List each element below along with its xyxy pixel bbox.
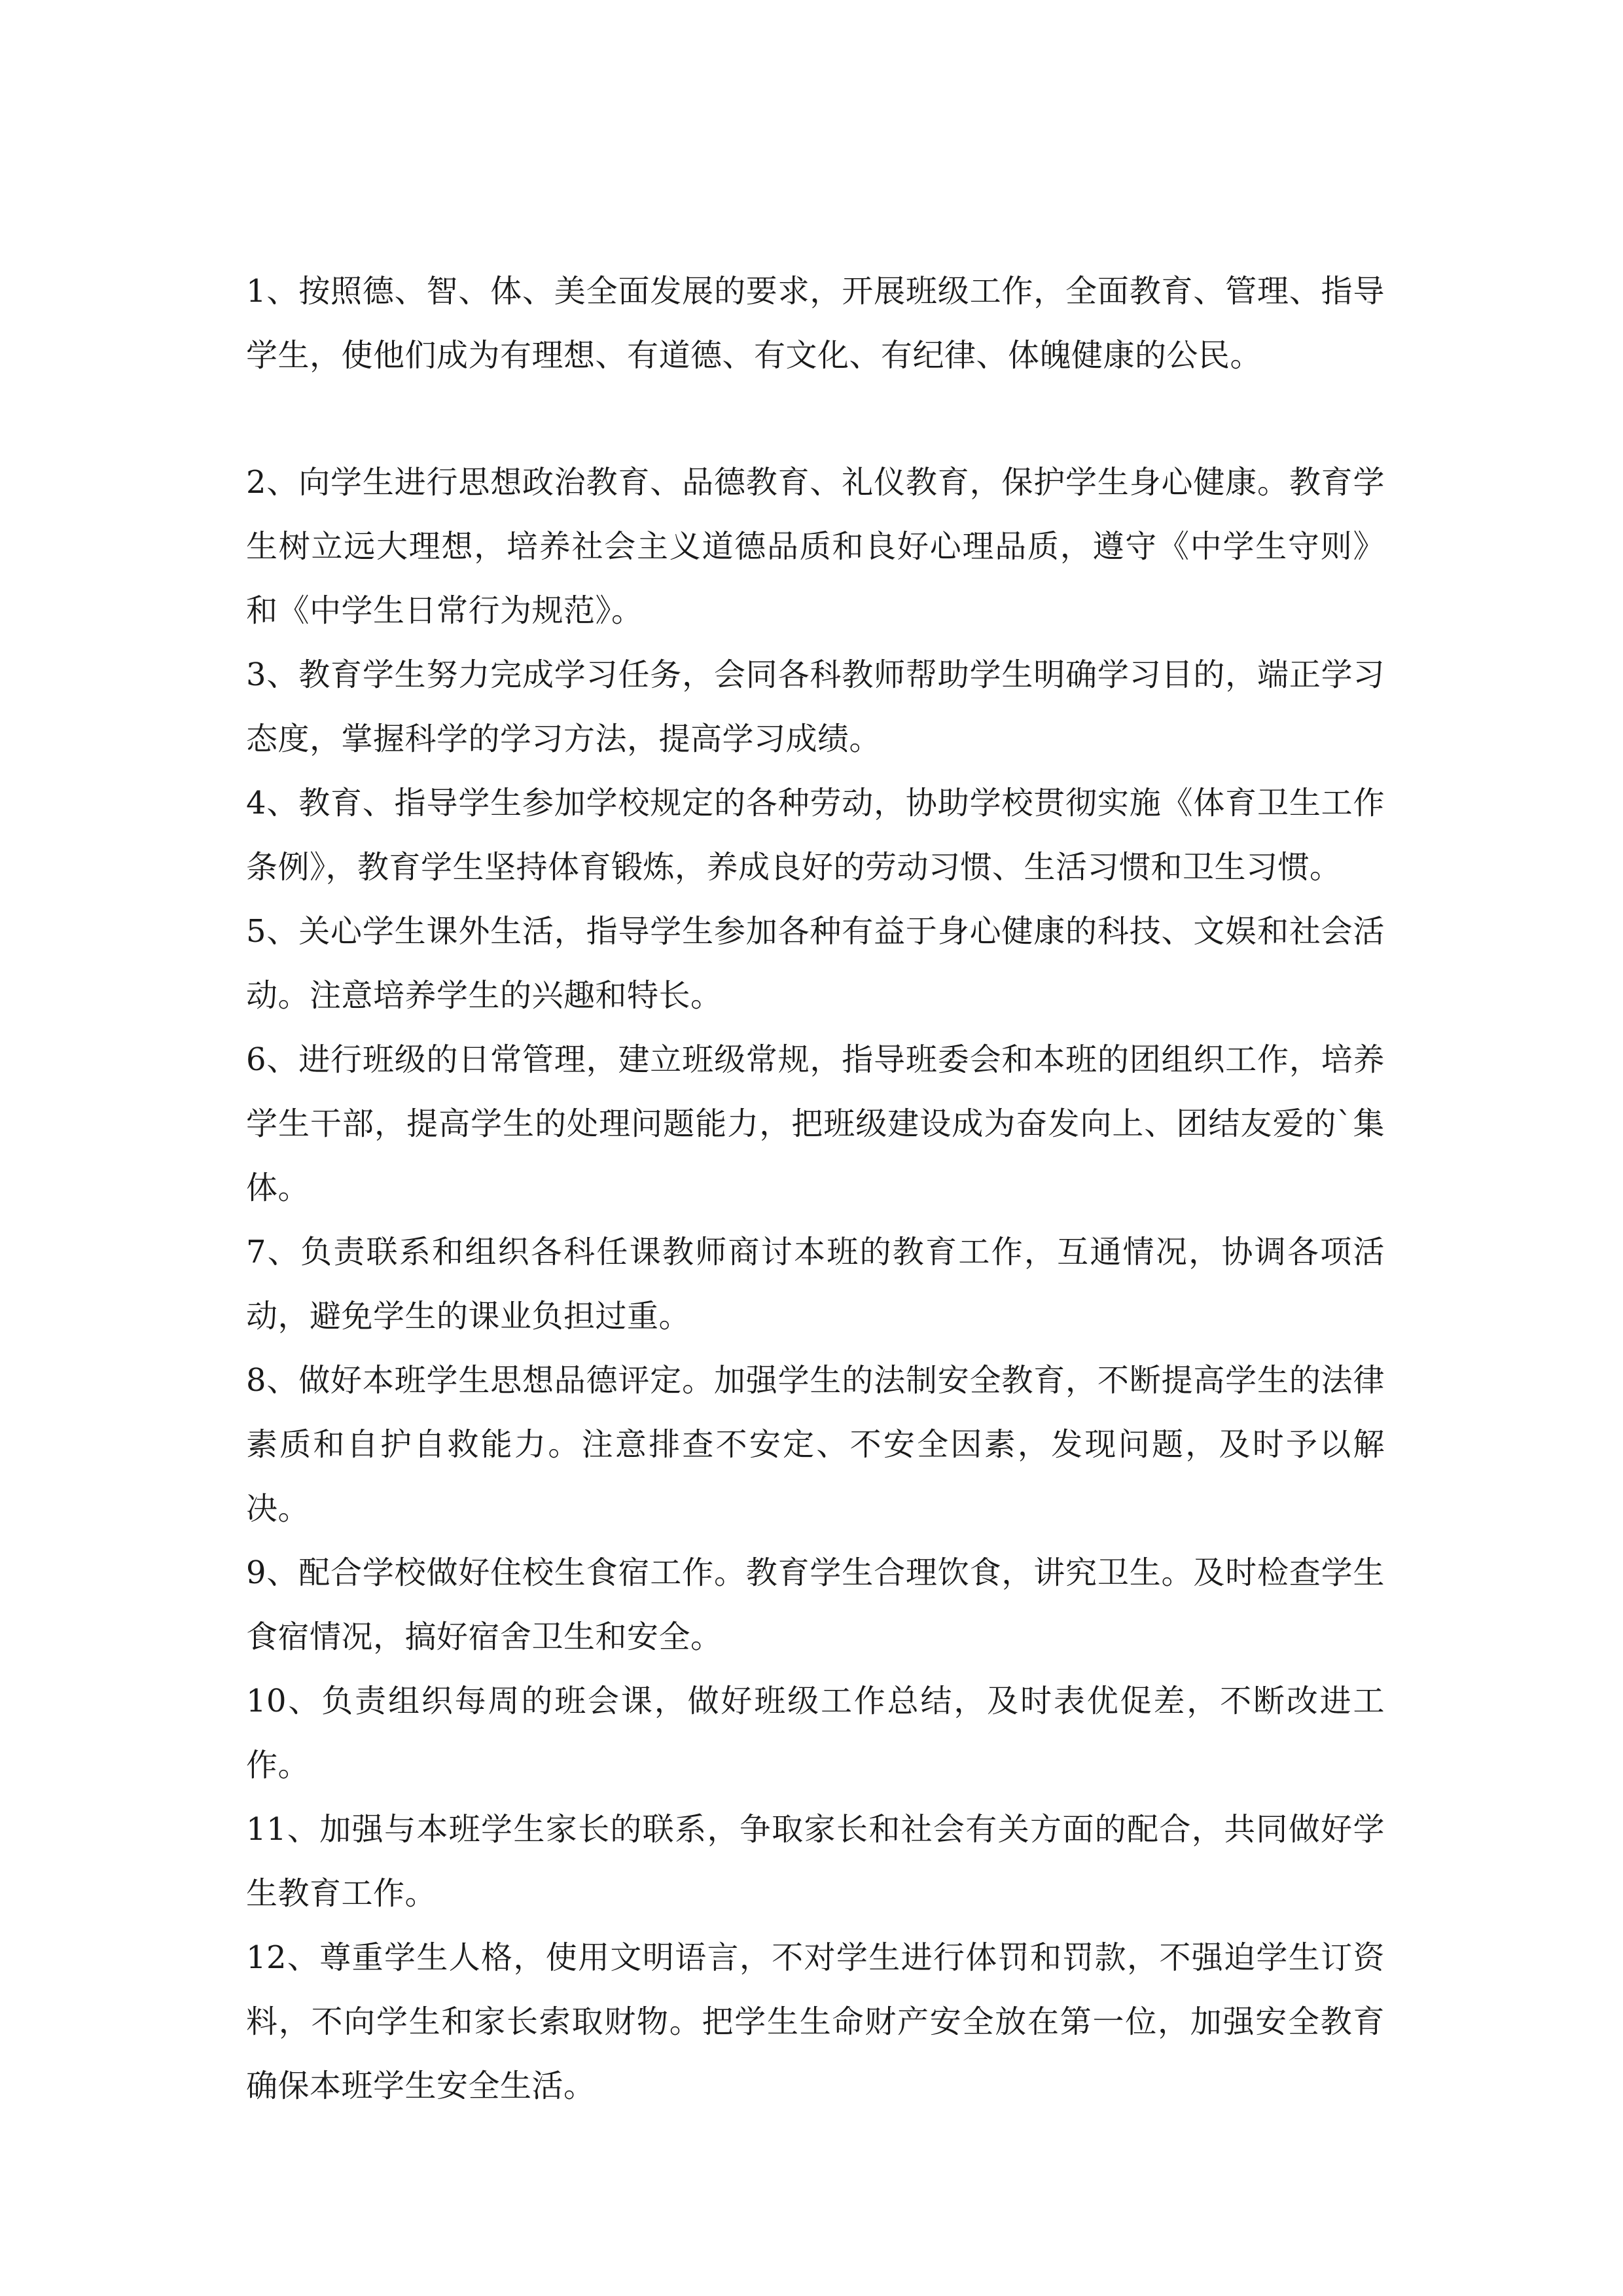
duty-item-5: 5、关心学生课外生活，指导学生参加各种有益于身心健康的科技、文娱和社会活动。注意培养学生的兴趣和特长。	[246, 913, 1385, 1014]
duty-item-9: 9、配合学校做好住校生食宿工作。教育学生合理饮食，讲究卫生。及时检查学生食宿情况，搞好宿舍卫生和安全。	[246, 1554, 1385, 1655]
duty-item-2: 2、向学生进行思想政治教育、品德教育、礼仪教育，保护学生身心健康。教育学生树立远大理想，培养社会主义道德品质和良好心理品质，遵守《中学生守则》和《中学生日常行为规范》。	[246, 464, 1385, 629]
duty-item-1: 1、按照德、智、体、美全面发展的要求，开展班级工作，全面教育、管理、指导学生，使他们成为有理想、有道德、有文化、有纪律、体魄健康的公民。	[246, 273, 1385, 374]
duty-item-12: 12、尊重学生人格，使用文明语言，不对学生进行体罚和罚款，不强迫学生订资料，不向学生和家长索取财物。把学生生命财产安全放在第一位，加强安全教育确保本班学生安全生活。	[246, 1939, 1385, 2104]
duty-item-4: 4、教育、指导学生参加学校规定的各种劳动，协助学校贯彻实施《体育卫生工作条例》，教育学生坚持体育锻炼，养成良好的劳动习惯、生活习惯和卫生习惯。	[246, 785, 1385, 886]
duty-item-6: 6、进行班级的日常管理，建立班级常规，指导班委会和本班的团组织工作，培养学生干部，提高学生的处理问题能力，把班级建设成为奋发向上、团结友爱的`集体。	[246, 1041, 1385, 1206]
document-body	[246, 259, 1385, 2118]
duty-item-8: 8、做好本班学生思想品德评定。加强学生的法制安全教育，不断提高学生的法律素质和自护自救能力。注意排查不安定、不安全因素，发现问题，及时予以解决。	[246, 1362, 1385, 1527]
duty-item-11: 11、加强与本班学生家长的联系，争取家长和社会有关方面的配合，共同做好学生教育工作。	[246, 1811, 1385, 1912]
duty-item-10: 10、负责组织每周的班会课，做好班级工作总结，及时表优促差，不断改进工作。	[246, 1683, 1385, 1784]
duty-item-3: 3、教育学生努力完成学习任务，会同各科教师帮助学生明确学习目的，端正学习态度，掌握科学的学习方法，提高学习成绩。	[246, 656, 1385, 757]
duty-item-7: 7、负责联系和组织各科任课教师商讨本班的教育工作，互通情况，协调各项活动，避免学生的课业负担过重。	[246, 1234, 1385, 1335]
